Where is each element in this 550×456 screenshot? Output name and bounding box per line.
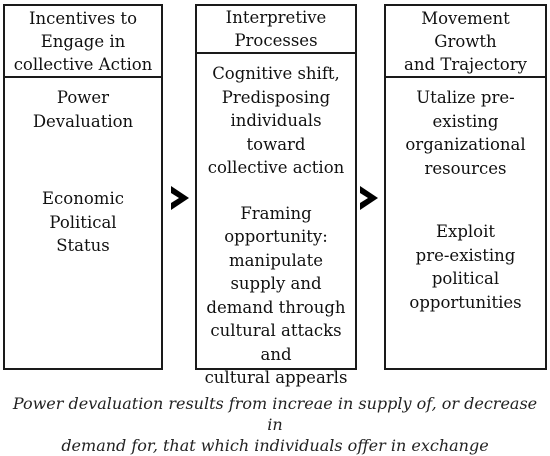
header-line: collective Action bbox=[13, 54, 153, 74]
text-line: supply and bbox=[230, 274, 322, 293]
text-block-economic-political-status bbox=[42, 187, 124, 258]
figure-caption bbox=[10, 393, 540, 456]
column-header-incentives bbox=[5, 6, 161, 78]
header-line: Engage in bbox=[40, 31, 126, 51]
header-line: Interpretive bbox=[225, 8, 327, 27]
caption-line: Power devaluation results from increae in supply of, or decrease in bbox=[12, 394, 538, 434]
column-body-incentives bbox=[5, 78, 161, 368]
header-line: and Trajectory bbox=[404, 54, 527, 74]
column-movement-growth bbox=[384, 4, 547, 370]
text-line: political bbox=[431, 269, 500, 288]
header-line: Processes bbox=[234, 31, 318, 50]
caption-line: demand for, that which individuals offer in exchange bbox=[61, 436, 489, 455]
text-line: Framing bbox=[240, 203, 312, 223]
text-line: organizational bbox=[405, 135, 526, 154]
text-block-exploit-opportunities bbox=[409, 220, 521, 314]
text-block-cognitive-shift bbox=[201, 62, 351, 180]
text-line: Cognitive shift, bbox=[212, 64, 340, 83]
text-line: Exploit bbox=[435, 222, 496, 241]
header-line: Incentives to bbox=[28, 8, 138, 28]
column-header-movement-growth bbox=[386, 6, 545, 78]
column-header-interpretive bbox=[197, 6, 355, 54]
text-line: individuals toward bbox=[230, 111, 322, 154]
text-block-utalize-resources bbox=[390, 86, 541, 180]
header-line: Movement Growth bbox=[421, 8, 510, 51]
text-line: opportunity: bbox=[224, 227, 328, 246]
right-arrow-icon bbox=[356, 184, 382, 212]
text-line: opportunities bbox=[409, 292, 522, 312]
text-block-power-devaluation bbox=[33, 86, 133, 133]
column-body-movement-growth bbox=[386, 78, 545, 368]
text-line: cultural attacks and bbox=[210, 321, 342, 364]
text-line: demand through bbox=[206, 297, 346, 317]
text-line: Status bbox=[56, 236, 110, 255]
text-line: Utalize pre-existing bbox=[416, 88, 515, 131]
text-line: Power bbox=[56, 88, 110, 107]
right-arrow-icon bbox=[167, 184, 193, 212]
text-line: manipulate bbox=[228, 250, 324, 270]
text-line: cultural appearls bbox=[204, 368, 348, 387]
column-body-interpretive bbox=[197, 54, 355, 390]
text-line: collective action bbox=[207, 158, 345, 177]
column-interpretive-processes bbox=[195, 4, 357, 387]
column-incentives bbox=[3, 4, 163, 370]
text-line: pre-existing bbox=[415, 245, 516, 265]
text-line: Political bbox=[49, 212, 117, 232]
text-line: Economic bbox=[42, 189, 124, 208]
text-line: Devaluation bbox=[32, 111, 134, 131]
text-line: Predisposing bbox=[221, 87, 331, 107]
text-block-framing-opportunity bbox=[201, 202, 351, 390]
text-line: resources bbox=[424, 158, 507, 178]
